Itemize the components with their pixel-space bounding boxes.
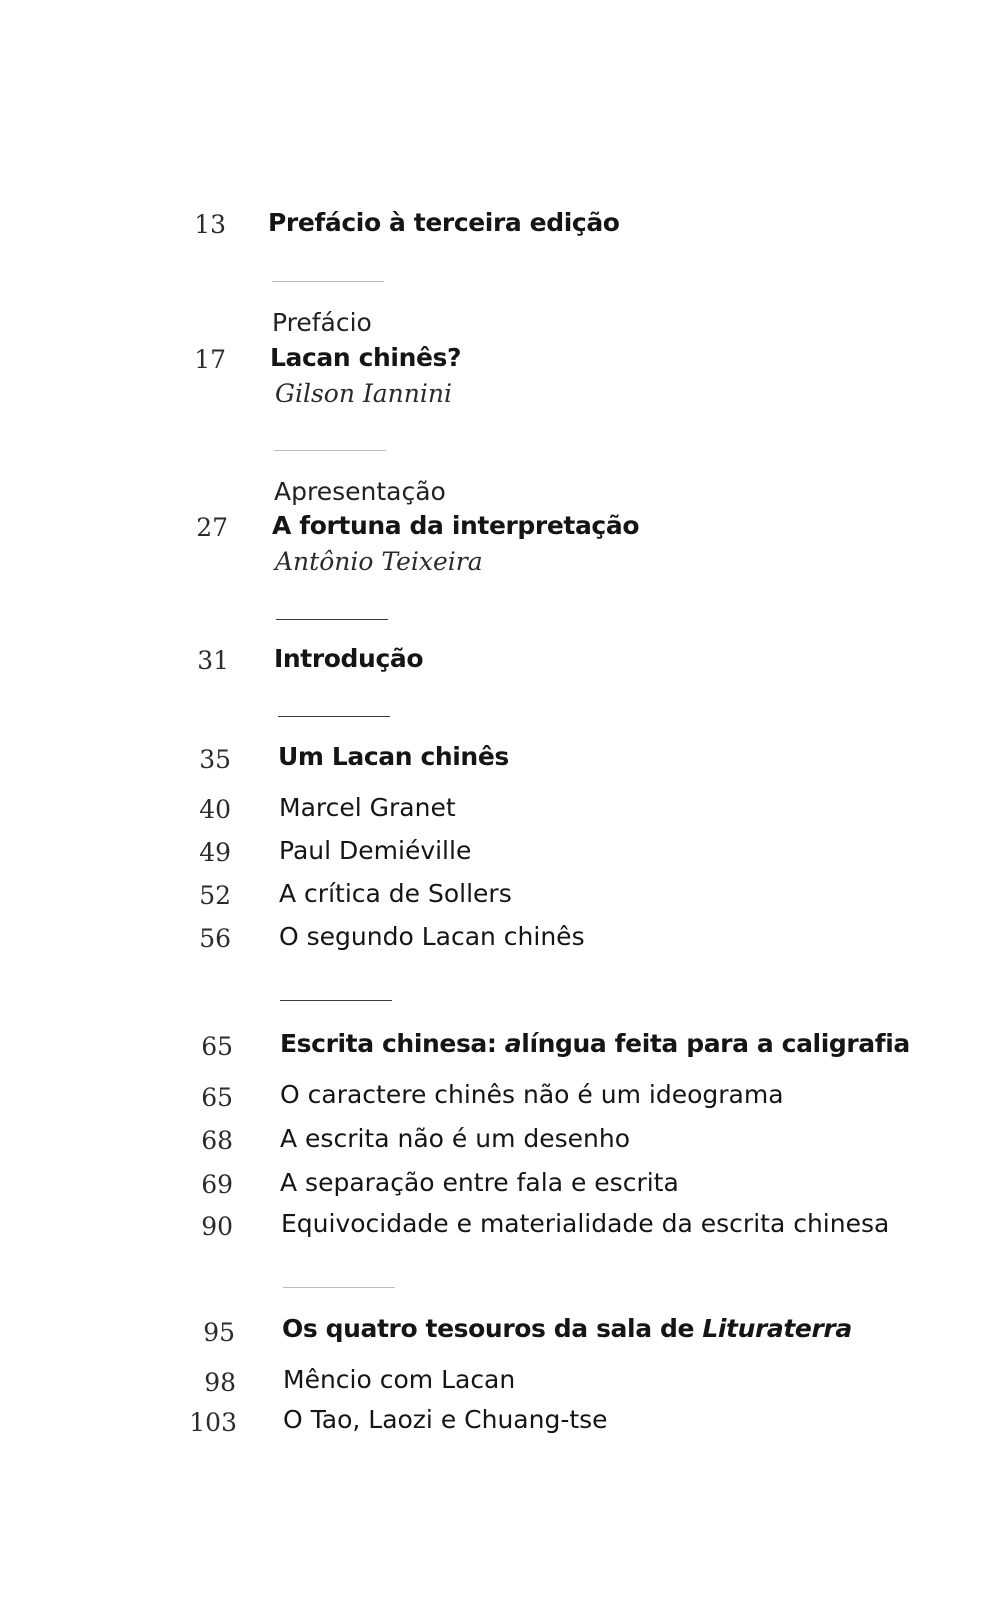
title-part: Escrita chinesa: <box>280 1029 505 1058</box>
page-number: 68 <box>201 1126 233 1155</box>
page-number: 103 <box>189 1408 237 1437</box>
toc-subentry: Paul Demiéville <box>279 836 472 865</box>
section-divider <box>278 716 390 717</box>
toc-subentry: A separação entre fala e escrita <box>280 1168 679 1197</box>
toc-section-escrita-chinesa <box>280 1031 910 1056</box>
toc-subentry: O Tao, Laozi e Chuang-tse <box>283 1405 608 1434</box>
toc-entry-fortuna-interpretacao: A fortuna da interpretação <box>272 511 640 540</box>
section-divider <box>276 619 388 620</box>
page-number: 40 <box>199 795 231 824</box>
page-number: 65 <box>201 1032 233 1061</box>
page-number: 98 <box>204 1368 236 1397</box>
page-number: 31 <box>197 646 229 675</box>
toc-section-um-lacan-chines: Um Lacan chinês <box>278 742 509 771</box>
toc-subentry: Mêncio com Lacan <box>283 1365 516 1394</box>
title-part-italic: Lituraterra <box>702 1314 852 1343</box>
toc-author: Antônio Teixeira <box>275 547 483 576</box>
section-divider <box>272 281 384 282</box>
toc-kicker-presentation: Apresentação <box>274 477 446 506</box>
section-divider <box>283 1287 395 1288</box>
page-number: 13 <box>194 210 226 239</box>
page-number: 65 <box>201 1083 233 1112</box>
page-number: 35 <box>199 745 231 774</box>
section-divider <box>280 1000 392 1001</box>
page-number: 69 <box>201 1170 233 1199</box>
page-number: 27 <box>196 513 228 542</box>
toc-subentry: A escrita não é um desenho <box>280 1124 631 1153</box>
toc-subentry: Equivocidade e materialidade da escrita chinesa <box>281 1209 890 1238</box>
page-number: 56 <box>199 924 231 953</box>
toc-subentry: Marcel Granet <box>279 793 456 822</box>
toc-subentry: A crítica de Sollers <box>279 879 512 908</box>
section-divider <box>274 450 386 451</box>
toc-kicker-preface: Prefácio <box>272 308 372 337</box>
toc-author: Gilson Iannini <box>275 379 452 408</box>
title-part: Os quatro tesouros da sala de <box>282 1314 703 1343</box>
toc-entry-preface-third-edition: Prefácio à terceira edição <box>268 208 620 237</box>
toc-section-quatro-tesouros <box>282 1316 852 1341</box>
page-number: 52 <box>199 881 231 910</box>
toc-entry-introducao: Introdução <box>274 644 424 673</box>
page-number: 90 <box>201 1212 233 1241</box>
toc-subentry: O segundo Lacan chinês <box>279 922 585 951</box>
title-part-italic: a <box>504 1029 522 1058</box>
page-number: 95 <box>203 1318 235 1347</box>
page-number: 17 <box>194 345 226 374</box>
toc-entry-lacan-chines-question: Lacan chinês? <box>270 343 462 372</box>
toc-subentry: O caractere chinês não é um ideograma <box>280 1080 784 1109</box>
title-part: língua feita para a caligrafia <box>521 1029 910 1058</box>
page-number: 49 <box>199 838 231 867</box>
